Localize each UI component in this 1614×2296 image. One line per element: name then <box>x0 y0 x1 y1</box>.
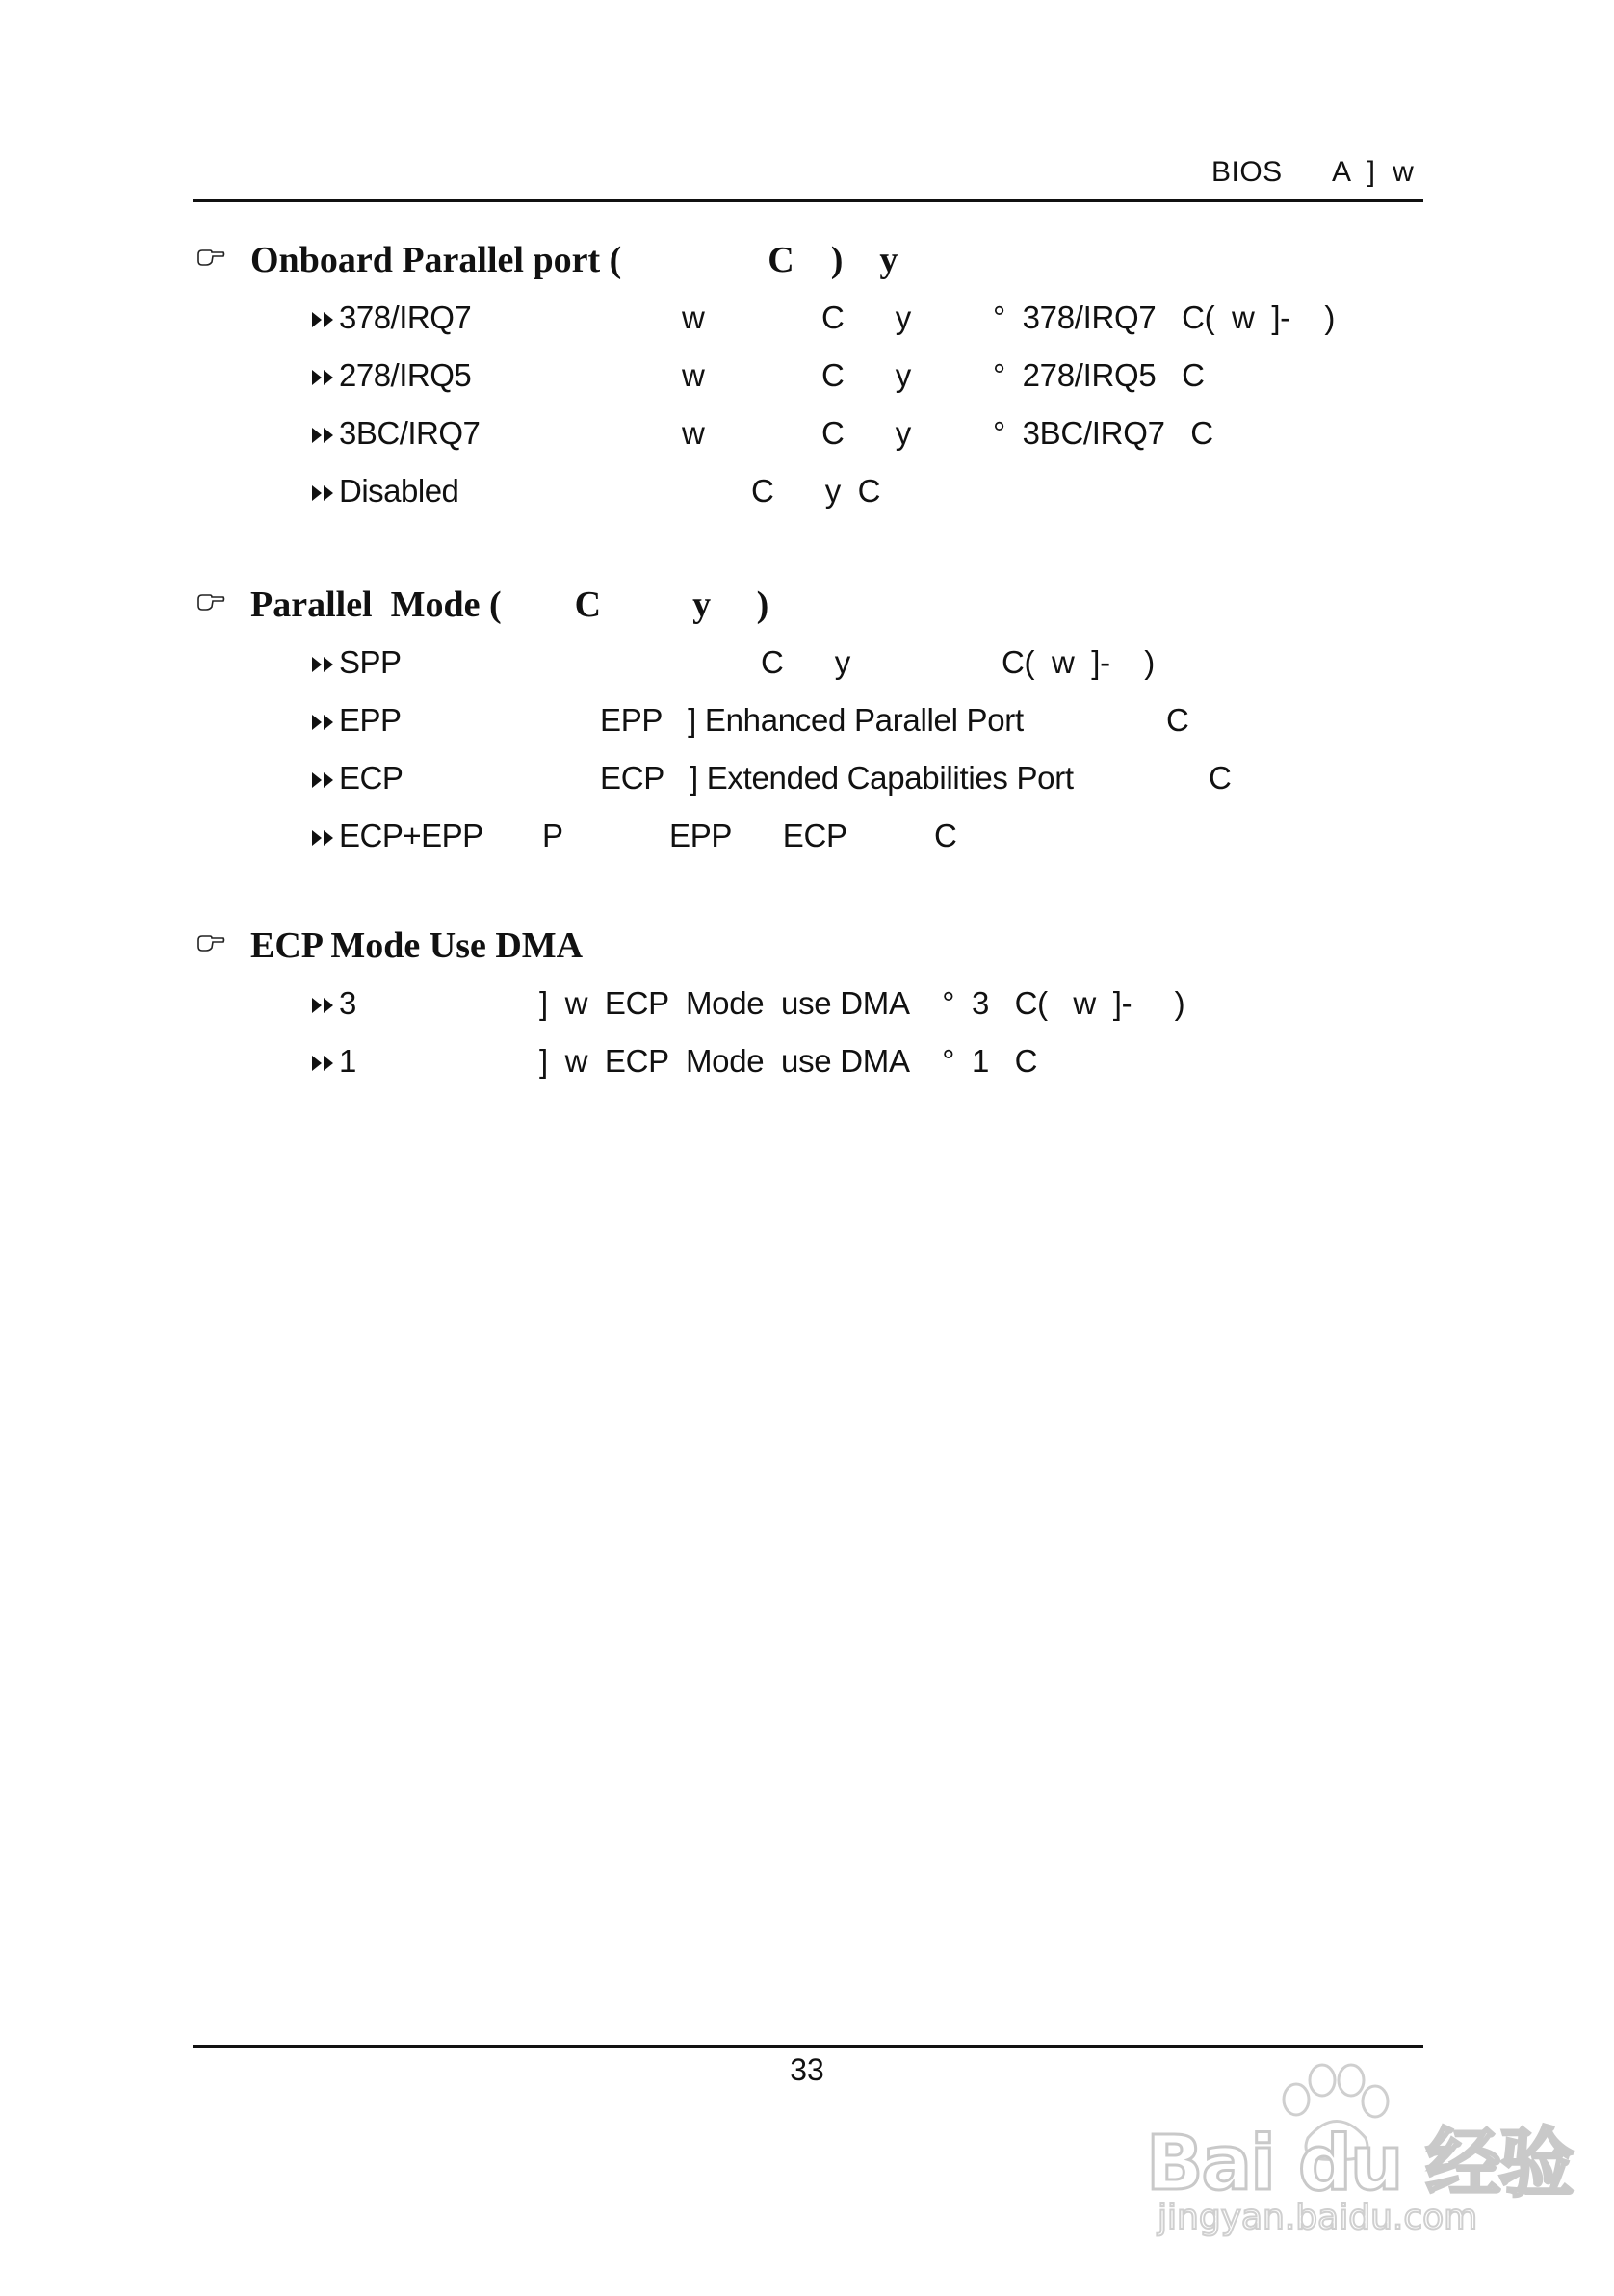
option-desc: w <box>682 300 705 335</box>
section-parallel-mode <box>193 576 1423 865</box>
option-desc: ] w ECP Mode use DMA ° 3 C( w ]- ) <box>539 985 1185 1021</box>
option-name: SPP <box>339 644 402 680</box>
option-row <box>193 347 1423 404</box>
double-arrow-bullet-icon <box>310 426 337 445</box>
watermark-brand: Bai du 经验 <box>1146 2121 1573 2207</box>
option-desc: C y <box>821 300 911 335</box>
double-arrow-bullet-icon <box>310 996 337 1015</box>
section-ecp-mode-use-dma <box>193 917 1423 1090</box>
double-arrow-bullet-icon <box>310 483 337 503</box>
option-row <box>193 749 1423 807</box>
option-desc: w <box>682 415 705 451</box>
option-desc: C y <box>821 415 911 451</box>
option-name: 1 <box>339 1043 356 1079</box>
pointing-hand-icon <box>196 932 225 953</box>
header-title: BIOS A ] w <box>1211 156 1415 188</box>
option-desc: ° 378/IRQ7 C( w ]- ) <box>993 300 1336 335</box>
option-desc: ° 278/IRQ5 C <box>993 357 1205 393</box>
watermark-url: jingyan.baidu.com <box>1158 2198 1478 2237</box>
option-desc: C <box>1166 702 1189 738</box>
header-rule <box>193 199 1423 202</box>
option-row <box>193 691 1423 749</box>
section-title-text: Parallel Mode ( C y ) <box>250 585 769 625</box>
option-desc: C y <box>821 357 911 393</box>
option-name: ECP+EPP <box>339 818 483 853</box>
option-row <box>193 289 1423 347</box>
footer-rule <box>193 2045 1423 2048</box>
double-arrow-bullet-icon <box>310 828 337 848</box>
section-title-text: Onboard Parallel port ( C ) y <box>250 240 898 280</box>
option-row <box>193 462 1423 520</box>
option-name: 3 <box>339 985 356 1021</box>
page-number: 33 <box>790 2052 824 2087</box>
section-title <box>193 917 1423 975</box>
option-name: ECP <box>339 760 404 796</box>
option-desc: C y <box>761 644 850 680</box>
pointing-hand-icon <box>196 247 225 268</box>
option-name: EPP <box>339 702 402 738</box>
double-arrow-bullet-icon <box>310 655 337 674</box>
double-arrow-bullet-icon <box>310 310 337 329</box>
option-desc: EPP ECP <box>669 818 847 853</box>
option-desc: w <box>682 357 705 393</box>
pointing-hand-icon <box>196 591 225 613</box>
section-title <box>193 576 1423 634</box>
section-title-text: ECP Mode Use DMA <box>250 926 584 966</box>
option-desc: C <box>1209 760 1232 796</box>
option-desc: P <box>542 818 563 853</box>
option-name: Disabled <box>339 473 459 509</box>
option-row <box>193 975 1423 1032</box>
double-arrow-bullet-icon <box>310 1054 337 1073</box>
option-desc: ° 3BC/IRQ7 C <box>993 415 1213 451</box>
option-row <box>193 404 1423 462</box>
option-row <box>193 807 1423 865</box>
option-desc: ] w ECP Mode use DMA ° 1 C <box>539 1043 1038 1079</box>
section-title <box>193 231 1423 289</box>
option-desc: ECP ] Extended Capabilities Port <box>600 760 1074 796</box>
double-arrow-bullet-icon <box>310 368 337 387</box>
option-name: 3BC/IRQ7 <box>339 415 481 451</box>
option-row <box>193 634 1423 691</box>
option-desc: C y C <box>751 473 881 509</box>
option-name: 378/IRQ7 <box>339 300 472 335</box>
baidu-watermark <box>1146 2061 1573 2254</box>
option-desc: C <box>934 818 957 853</box>
double-arrow-bullet-icon <box>310 770 337 790</box>
section-onboard-parallel-port <box>193 231 1423 520</box>
option-name: 278/IRQ5 <box>339 357 472 393</box>
option-desc: C( w ]- ) <box>1002 644 1155 680</box>
option-desc: EPP ] Enhanced Parallel Port <box>600 702 1024 738</box>
double-arrow-bullet-icon <box>310 713 337 732</box>
option-row <box>193 1032 1423 1090</box>
